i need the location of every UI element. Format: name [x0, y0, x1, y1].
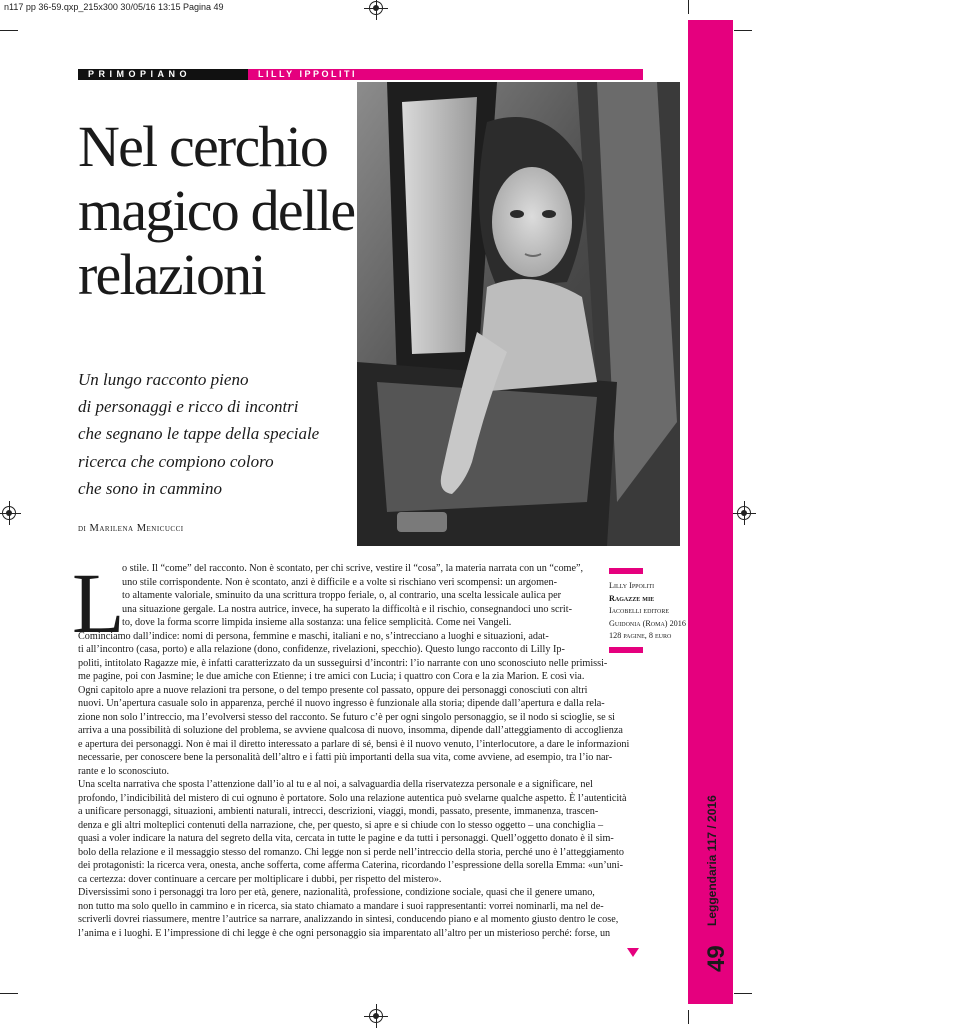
byline: [78, 523, 184, 534]
registration-mark-bottom-icon: [369, 1009, 383, 1023]
body-line: rante e lo sconosciuto.: [78, 765, 170, 777]
body-line: o stile. Il “come” del racconto. Non è scontato, per chi scrive, vestire il “cosa”, la materia narrata con un “come”,: [122, 563, 584, 574]
body-line: e apertura dei personaggi. Non è mai il diretto interessato a parlare di sé, bensì è il nuovo venuto, l’interlocutore, a dare le informazioni: [78, 738, 630, 750]
section-header-bar: [78, 69, 643, 80]
body-line: to altamente valoriale, sminuito da una scrittura troppo feriale, o, al contrario, una scelta lessicale aulica per: [122, 590, 562, 601]
article-body: [78, 562, 643, 940]
registration-mark-left-icon: [2, 506, 16, 520]
body-line: ca certezza: dover continuare a cercare per moltiplicare i dubbi, per rispetto del mistero».: [78, 873, 442, 885]
subtitle-line: ricerca che compiono coloro: [78, 451, 274, 471]
crop-mark-icon: [734, 30, 752, 31]
article-subtitle: [78, 366, 358, 502]
drop-cap: L: [72, 555, 125, 651]
crop-mark-icon: [0, 30, 18, 31]
crop-mark-icon: [0, 993, 18, 994]
book-author: Lilly Ippoliti: [609, 581, 655, 590]
body-line: denza e gli altri molteplici contenuti della narrazione, che, per questo, si apre e si chiude con lo stesso oggetto – una conchiglia –: [78, 819, 604, 831]
magazine-issue-text: Leggendaria 117 / 2016: [705, 795, 719, 926]
title-line: relazioni: [78, 242, 265, 307]
crop-mark-icon: [688, 1010, 689, 1024]
body-line: dei protagonisti: la ricerca vera, onesta, anche sofferta, come afferma Caterina, ricordando l’espressione della sorella Emma: «un’uni-: [78, 860, 623, 871]
continue-arrow-icon: [627, 948, 639, 957]
body-line: Una scelta narrativa che sposta l’attenzione dall’io al tu e al noi, a salvaguardia della riservatezza personale e a significare, nel: [78, 779, 593, 790]
body-line: me pagine, poi con Jasmine; le due amiche con Etienne; i tre amici con Lucia; i quattro con Cora e la zia Marion. E così via.: [78, 671, 585, 682]
body-line: to, dove la forma scorre limpida insieme alla sostanza: una felice semplicità. Come nei Vangeli.: [122, 617, 512, 628]
body-line: Ogni capitolo apre a nuove relazioni tra persone, o del tempo presente col passato, oppure dei personaggi conosciuti con altri: [78, 684, 588, 696]
byline-prefix: di: [78, 523, 87, 534]
page-number-text: 49: [703, 945, 730, 972]
body-line: profondo, l’indicibilità del mistero di cui ognuno è portatore. Solo una relazione autentica può svelarne qualche aspetto. È l’autenticità: [78, 792, 627, 804]
section-author: LILLY IPPOLITI: [248, 69, 643, 80]
body-line: Diversissimi sono i personaggi tra loro per età, genere, nazionalità, professione, condizione sociale, quasi che il genere umano,: [78, 887, 595, 898]
registration-mark-right-icon: [737, 506, 751, 520]
body-line: necessarie, per conoscere bene la personalità dell’altro e i fatti più importanti della sua vita, come avviene, ad esempio, tra l’io nar-: [78, 752, 613, 763]
book-info-bottom-bar: [609, 647, 643, 653]
byline-author: Marilena Menicucci: [89, 523, 184, 534]
body-line: politi, intitolato Ragazze mie, è infatti caratterizzato da un susseguirsi d’incontri: l’io narrante con uno sconosciuto nelle primissi-: [78, 657, 608, 669]
body-line: a unificare personaggi, situazioni, ambienti naturali, intrecci, descrizioni, viaggi, mondi, passato, presente, immanenza, trascen-: [78, 806, 599, 817]
registration-mark-top-icon: [369, 1, 383, 15]
body-line: bolo della relazione e il messaggio stesso del romanzo. Chi legge non si perde nell’intreccio della storia, perché uno è l’atteggiamento: [78, 846, 624, 858]
book-publisher: Iacobelli editore: [609, 606, 669, 615]
body-line: quasi a voler indicare la natura del segreto della vita, cercata in tutte le pagine e da tutti i personaggi. Quell’oggetto donato è il sim-: [78, 833, 614, 844]
body-line: ti all’incontro (casa, porto) e alla relazione (dono, confidenze, rivelazioni, specchio). Questo lungo racconto di Lilly Ip-: [78, 644, 565, 655]
body-line: una situazione gergale. La nostra autrice, invece, ha superato la difficoltà e il rischio, consegnandoci uno scrit-: [122, 603, 572, 615]
subtitle-line: che segnano le tappe della speciale: [78, 424, 320, 444]
print-slug: n117 pp 36-59.qxp_215x300 30/05/16 13:15 Pagina 49: [4, 2, 224, 12]
subtitle-line: Un lungo racconto pieno: [78, 370, 249, 389]
body-line: nuovi. Un’apertura casuale solo in apparenza, perché il nuovo ingresso è funzionale alla storia; dipende dall’apertura e dalla rela-: [78, 698, 605, 709]
section-name: PRIMOPIANO: [78, 69, 248, 80]
page-number: [703, 932, 731, 972]
body-line: Cominciamo dall’indice: nomi di persona, femmine e maschi, italiani e no, s’intrecciano a luoghi e situazioni, adat-: [78, 630, 549, 642]
body-line: non tutto ma solo quello in cammino e in ricerca, sia stato chiamato a mandare i suoi rappresentanti: vorrei nominarli, ma nel de-: [78, 900, 604, 912]
crop-mark-icon: [734, 993, 752, 994]
book-info-top-bar: [609, 568, 643, 574]
book-title: Ragazze mie: [609, 593, 655, 603]
body-line: zione non solo l’intreccio, ma l’evolversi stesso del racconto. Se futuro c’è per ogni singolo personaggio, se il nodo si scioglie, se si: [78, 711, 615, 723]
title-line: magico delle: [78, 178, 355, 243]
body-line: arriva a una possibilità di soluzione del problema, se avviene qualcosa di nuovo, insomma, dipende dall’atteggiamento di accoglienza: [78, 725, 623, 736]
book-pages-price: 128 pagine, 8 euro: [609, 631, 672, 640]
crop-mark-icon: [688, 0, 689, 14]
photo-credit: © Shahryar Rafi Tari: [935, 617, 965, 644]
subtitle-line: che sono in cammino: [78, 478, 223, 498]
magazine-issue-label: [705, 795, 729, 926]
book-info-box: [609, 568, 689, 653]
body-line: uno stile corrispondente. Non è scontato, anzi è difficile e a volte si rischiano veri scompensi: un argomen-: [122, 576, 558, 588]
title-line: Nel cerchio: [78, 114, 328, 179]
book-place-year: Guidonia (Roma) 2016: [609, 618, 686, 628]
subtitle-line: di personaggi e ricco di incontri: [78, 397, 299, 417]
body-line: l’anima e i luoghi. E l’impressione di chi legge è che ogni personaggio sia imparentato all’altro per un misterioso perché: forse, un: [78, 927, 611, 939]
article-title: [78, 115, 418, 307]
body-line: scriverli dovrei riassumere, mentre l’autrice sa narrare, analizzando in sintesi, conducendo piano e al momento giusto dentro le cose,: [78, 914, 619, 925]
